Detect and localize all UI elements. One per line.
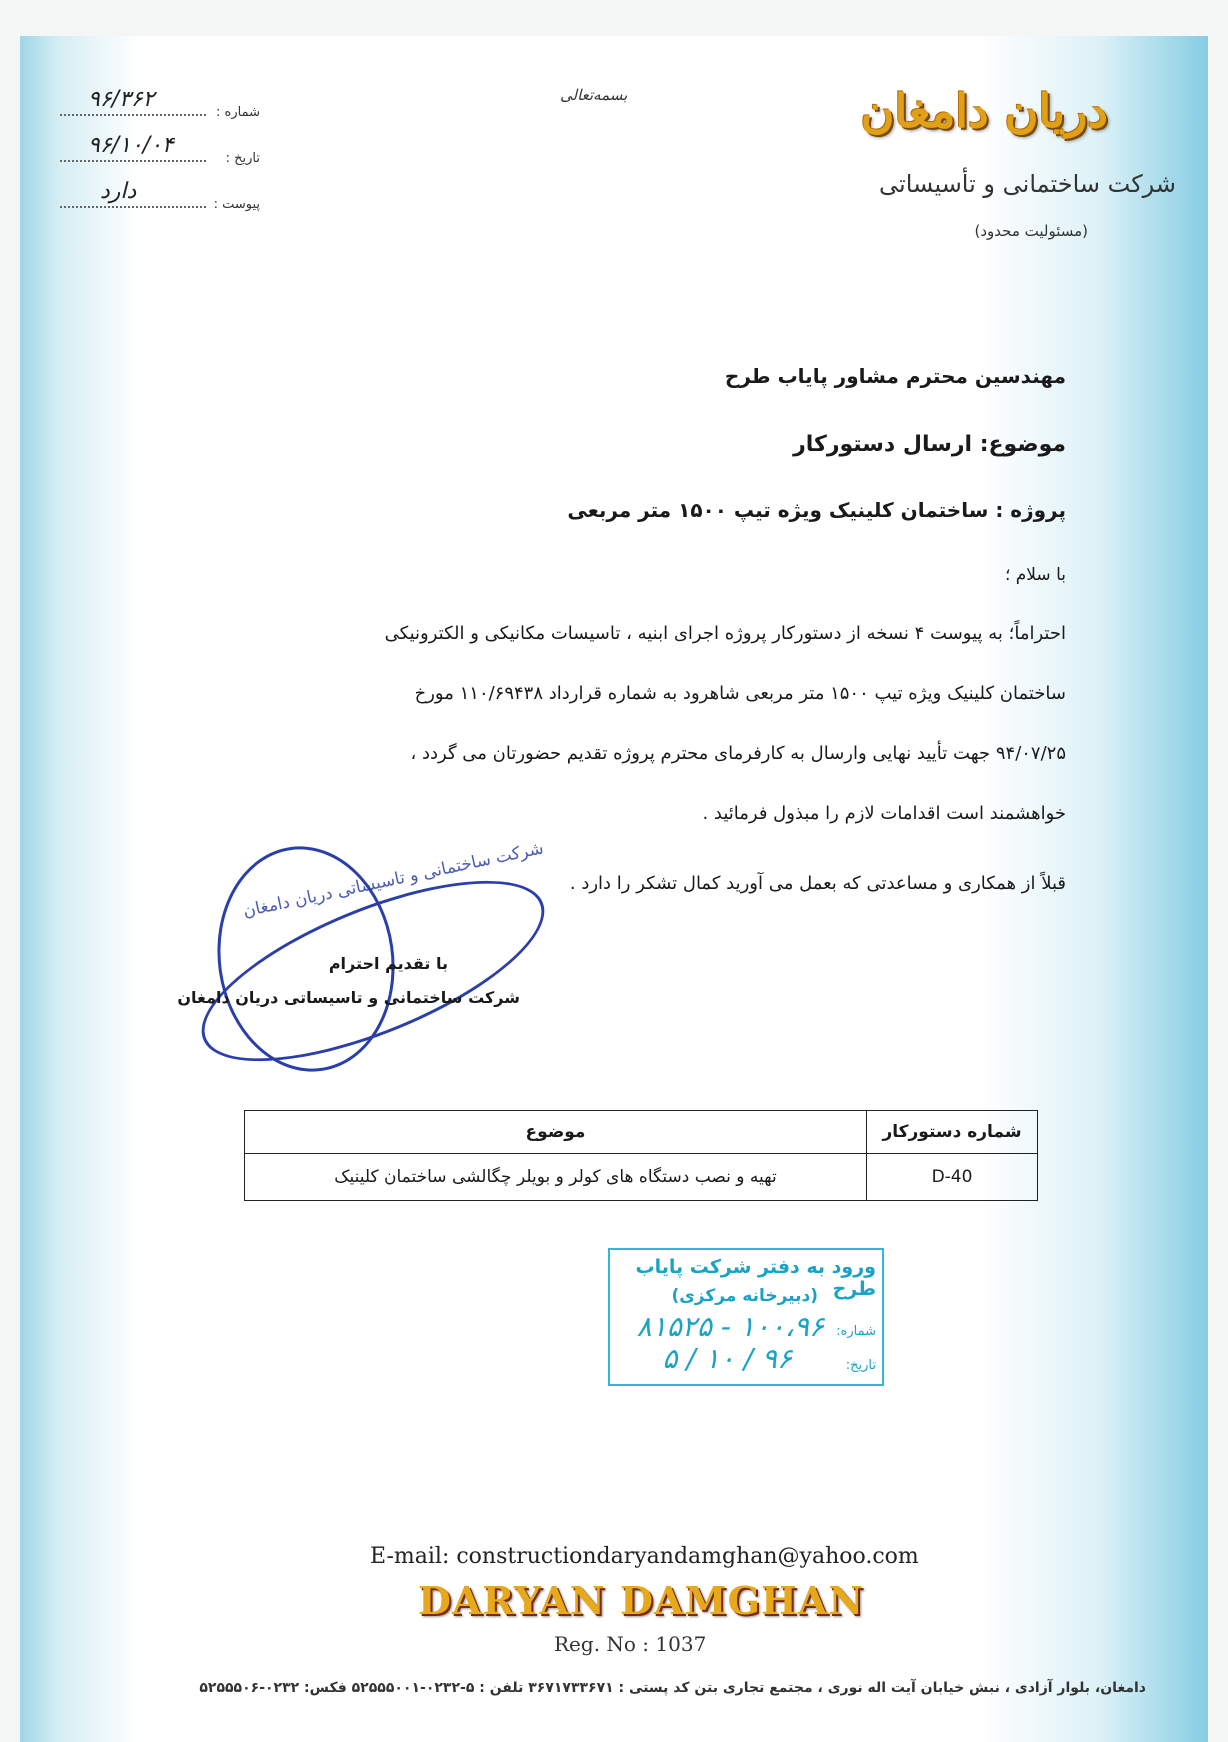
greeting: با سلام ؛ (1004, 565, 1066, 585)
body-line: ساختمان کلینیک ویژه تیپ ۱۵۰۰ متر مربعی شاهرود به شماره قرارداد ۱۱۰/۶۹۴۳۸ مورخ (414, 683, 1066, 704)
received-number-label: شماره: (836, 1324, 876, 1339)
received-date-label: تاریخ: (845, 1358, 876, 1373)
table-cell: D-40 (867, 1154, 1038, 1201)
table-row (245, 1154, 1038, 1201)
company-type: (مسئولیت محدود) (974, 222, 1088, 240)
body-line: خواهشمند است اقدامات لازم را مبذول فرمائید . (702, 803, 1066, 824)
column-header: شماره دستورکار (867, 1111, 1038, 1154)
letter-body (146, 604, 1066, 844)
dotted-line (60, 206, 206, 208)
received-stamp-subtitle: (دبیرخانه مرکزی) (671, 1286, 818, 1306)
subject: موضوع: ارسال دستورکار (793, 432, 1066, 457)
footer-brand-logo: DARYAN DAMGHAN (418, 1578, 865, 1623)
footer-email: E-mail: constructiondaryandamghan@yahoo.com (370, 1544, 919, 1569)
attachment-row (60, 179, 260, 214)
letter-number-label: شماره : (216, 105, 260, 120)
dotted-line (60, 114, 206, 116)
seal-text: شرکت ساختمانی و تاسیساتی دریان دامغان (241, 838, 546, 922)
company-logo: دریان دامغان (860, 84, 1108, 138)
received-stamp (608, 1248, 884, 1386)
company-name: شرکت ساختمانی و تأسیساتی (879, 170, 1176, 198)
bismillah: بسمه‌تعالی (560, 86, 628, 104)
letter-number-value: ۹۶/۳۶۲ (88, 87, 155, 112)
column-header: موضوع (245, 1111, 867, 1154)
received-number-value: ۱۰۰،۹۶ - ۸۱۵۲۵ (636, 1310, 824, 1343)
received-date-value: ۹۶ / ۱۰ / ۵ (662, 1342, 792, 1375)
project-title: پروژه : ساختمان کلینیک ویژه تیپ ۱۵۰۰ متر مربعی (567, 498, 1066, 522)
letter-date-value: ۹۶/۱۰/۰۴ (88, 133, 174, 158)
attachment-label: پیوست : (213, 197, 260, 212)
dotted-line (60, 160, 206, 162)
table-header-row (245, 1111, 1038, 1154)
footer-reg-number: Reg. No : 1037 (554, 1632, 707, 1656)
attachment-value: دارد (100, 179, 137, 204)
table-cell: تهیه و نصب دستگاه های کولر و بویلر چگالشی ساختمان کلینیک (245, 1154, 867, 1201)
work-orders-table (244, 1110, 1038, 1201)
body-line: احتراماً؛ به پیوست ۴ نسخه از دستورکار پروژه اجرای ابنیه ، تاسیسات مکانیکی و الکترونیکی (384, 623, 1066, 644)
thanks-line: قبلاً از همکاری و مساعدتی که بعمل می آورید کمال تشکر را دارد . (569, 873, 1066, 894)
letter-number-row (60, 87, 260, 122)
body-line: ۹۴/۰۷/۲۵ جهت تأیید نهایی وارسال به کارفرمای محترم پروژه تقدیم حضورتان می گردد ، (410, 743, 1066, 764)
addressee: مهندسین محترم مشاور پایاب طرح (724, 364, 1066, 388)
closing-company: شرکت ساختمانی و تاسیساتی دریان دامغان (177, 988, 520, 1007)
footer-address: دامغان، بلوار آزادی ، نبش خیابان آیت اله نوری ، مجتمع تجاری بتن کد پستی : ۳۶۷۱۷۳۳۶۷۱ تلفن : ۵-۰۲۳۲-۵۲۵۵۵۰۰۱ فکس: ۰۲۳۲-۵۲۵۵۵۰۶ (199, 1680, 1146, 1696)
received-stamp-title: ورود به دفتر شرکت پایاب طرح (635, 1256, 876, 1300)
closing-respect: با تقدیم احترام (328, 954, 448, 973)
letter-date-row (60, 133, 260, 168)
letter-date-label: تاریخ : (225, 151, 260, 166)
